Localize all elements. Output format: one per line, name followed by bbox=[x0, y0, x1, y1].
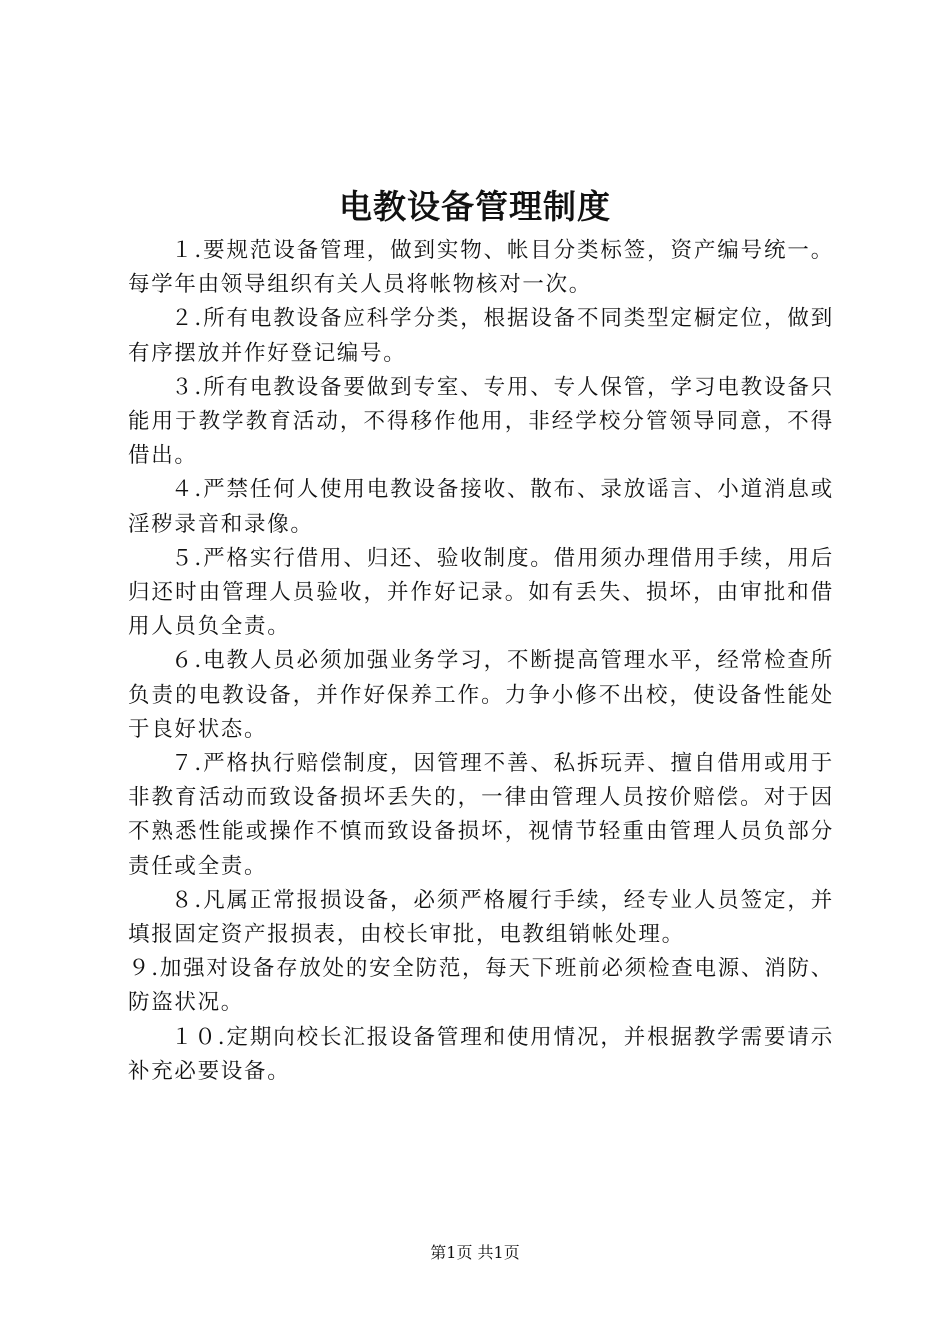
document-title: 电教设备管理制度 bbox=[339, 187, 611, 226]
paragraph-10: １０.定期向校长汇报设备管理和使用情况，并根据教学需要请示补充必要设备。 bbox=[128, 1024, 834, 1084]
paragraph-7: ７.严格执行赔偿制度，因管理不善、私拆玩弄、擅自借用或用于非教育活动而致设备损坏丢失的，一律由管理人员按价赔偿。对于因不熟悉性能或操作不慎而致设备损坏，视情节轻重由管理人员负部分责任或全责。 bbox=[128, 751, 834, 879]
paragraph-2: ２.所有电教设备应科学分类，根据设备不同类型定橱定位，做到有序摆放并作好登记编号。 bbox=[128, 306, 834, 366]
paragraph-4: ４.严禁任何人使用电教设备接收、散布、录放谣言、小道消息或淫秽录音和录像。 bbox=[128, 477, 834, 537]
paragraph-9: ９.加强对设备存放处的安全防范，每天下班前必须检查电源、消防、防盗状况。 bbox=[128, 956, 834, 1016]
paragraph-5: ５.严格实行借用、归还、验收制度。借用须办理借用手续，用后归还时由管理人员验收，并作好记录。如有丢失、损坏，由审批和借用人员负全责。 bbox=[128, 545, 834, 640]
paragraph-1: １.要规范设备管理，做到实物、帐目分类标签，资产编号统一。每学年由领导组织有关人员将帐物核对一次。 bbox=[128, 238, 834, 298]
document-body bbox=[128, 234, 834, 1089]
paragraph-8: ８.凡属正常报损设备，必须严格履行手续，经专业人员签定，并填报固定资产报损表，由校长审批，电教组销帐处理。 bbox=[128, 887, 834, 948]
paragraph-6: ６.电教人员必须加强业务学习，不断提高管理水平，经常检查所负责的电教设备，并作好保养工作。力争小修不出校，使设备性能处于良好状态。 bbox=[128, 648, 834, 742]
page-number-footer: 第1页 共1页 bbox=[430, 1243, 520, 1262]
paragraph-3: ３.所有电教设备要做到专室、专用、专人保管，学习电教设备只能用于教学教育活动，不得移作他用，非经学校分管领导同意，不得借出。 bbox=[128, 374, 834, 469]
